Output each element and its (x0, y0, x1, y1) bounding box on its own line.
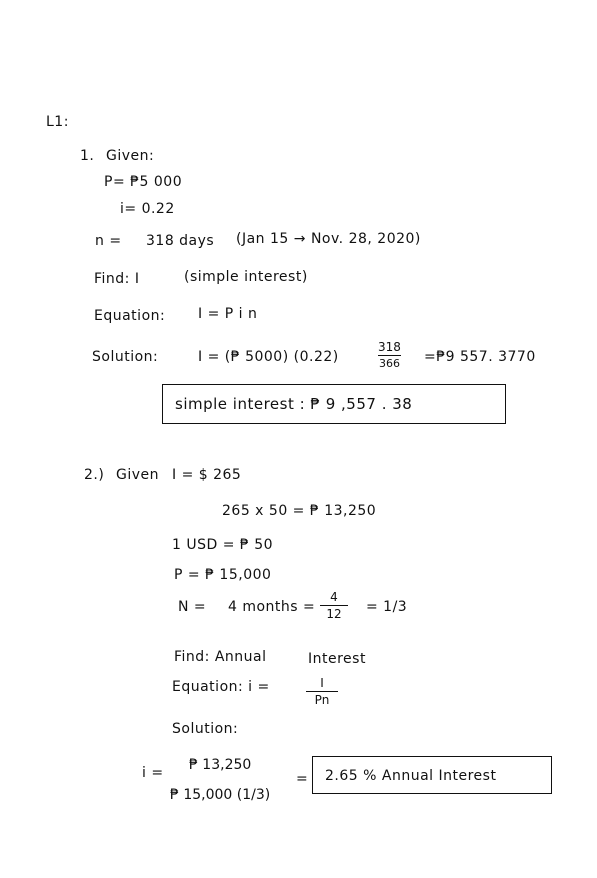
given-p-2: P = ₱ 15,000 (174, 567, 272, 583)
find-label: Find: I (94, 271, 140, 287)
equation-fraction (306, 676, 338, 707)
fraction-bar (378, 355, 401, 356)
solution-label-2: Solution: (172, 721, 239, 737)
fraction-gap (170, 775, 270, 785)
equation-label-2: Equation: i = (172, 679, 270, 695)
given-label-2: Given (116, 467, 160, 483)
answer-text-1: simple interest : ₱ 9 ,557 . 38 (175, 395, 413, 413)
n-result: = 1/3 (366, 599, 408, 615)
fraction-bar (306, 691, 338, 692)
solution-fraction (378, 340, 401, 371)
solution-fraction-2 (170, 756, 270, 804)
given-n-value: 318 days (146, 233, 215, 249)
given-i: i= 0.22 (120, 201, 175, 217)
find-label-2: Find: Annual (174, 649, 267, 665)
eq-frac-num: I (320, 676, 324, 690)
equation-expr: I = P i n (198, 306, 258, 322)
given-p: P= ₱5 000 (104, 174, 183, 190)
given-n-label: n = (95, 233, 122, 249)
find-word-2: Interest (308, 651, 366, 667)
solution-label: Solution: (92, 349, 159, 365)
n-value-2: 4 months = (228, 599, 316, 615)
n-label-2: N = (178, 599, 207, 615)
equals-sign: = (296, 771, 309, 787)
solution-expr: I = (₱ 5000) (0.22) (198, 349, 339, 365)
conversion: 265 x 50 = ₱ 13,250 (222, 503, 377, 519)
find-note: (simple interest) (184, 269, 308, 285)
solution-frac-num: 318 (378, 340, 401, 354)
fraction-bar (320, 605, 348, 606)
given-label: Given: (106, 148, 155, 164)
eq-frac-den: Pn (314, 693, 330, 707)
solution-result: =₱9 557. 3770 (424, 349, 536, 365)
given-i-2: I = $ 265 (172, 467, 242, 483)
i-label-2: i = (142, 765, 164, 781)
solution-frac-den: 366 (378, 357, 400, 370)
answer-text-2: 2.65 % Annual Interest (325, 768, 497, 784)
equation-label: Equation: (94, 308, 166, 324)
sol-frac-den: ₱ 15,000 (1/3) (170, 787, 271, 803)
n-frac-den: 12 (326, 607, 342, 621)
problem-2-number: 2.) (84, 467, 105, 483)
sol-frac-num: ₱ 13,250 (188, 757, 252, 773)
n-fraction (320, 590, 348, 621)
section-label: L1: (46, 114, 69, 130)
n-frac-num: 4 (330, 590, 338, 604)
problem-1-number: 1. (80, 148, 95, 164)
answer-box-2 (312, 756, 552, 794)
given-n-note: (Jan 15 → Nov. 28, 2020) (236, 231, 421, 247)
answer-box-1 (162, 384, 506, 424)
usd-rate: 1 USD = ₱ 50 (172, 537, 274, 553)
